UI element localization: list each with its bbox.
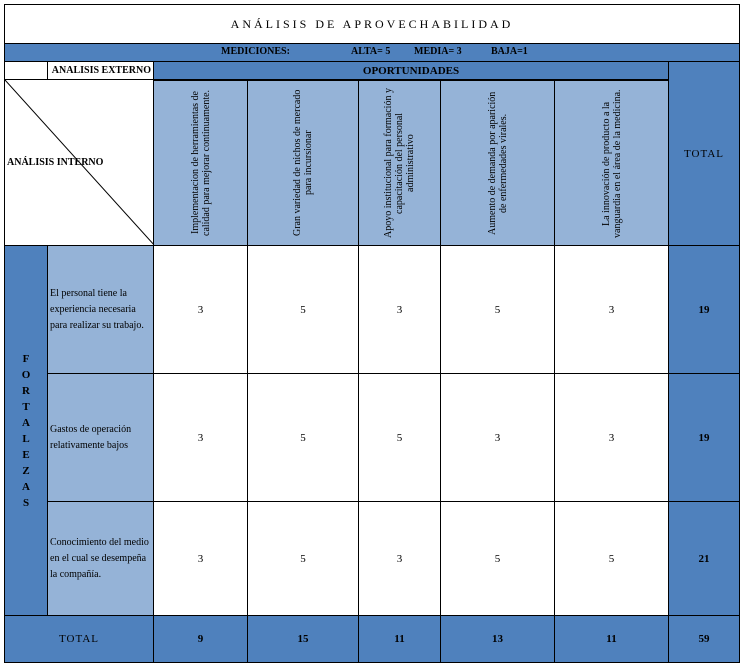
column-header-4-text: Aumento de demanda por aparición de enfermedades virales.	[486, 91, 509, 235]
row-3-label-text: Conocimiento del medio en el cual se desempeña la compañía.	[50, 536, 149, 580]
fortalezas-text: FORTALEZAS	[21, 352, 31, 509]
column-header-3	[359, 80, 441, 246]
row-1-cell-4	[441, 246, 555, 374]
fortalezas-label	[4, 246, 48, 616]
analisis-externo-label	[48, 62, 154, 80]
row-2-total	[669, 374, 740, 502]
row-3-value-2: 5	[300, 552, 306, 565]
row-1-value-1: 3	[197, 303, 204, 316]
total-header	[669, 62, 740, 246]
footer-grand-total	[669, 616, 740, 663]
row-1-value-3: 3	[396, 303, 403, 316]
analisis-interno-cell	[4, 80, 154, 246]
row-2-value-1: 3	[197, 431, 204, 444]
row-3-cell-3	[359, 502, 441, 616]
footer-grand-total-text: 59	[698, 633, 710, 645]
footer-total-label-text: TOTAL	[59, 633, 99, 645]
row-2-value-3: 5	[396, 431, 403, 444]
column-header-3-text: Apoyo institucional para formación y capacitación del personal administrativo	[383, 88, 416, 238]
column-header-2	[248, 80, 359, 246]
row-3-total-text: 21	[698, 552, 710, 565]
column-header-5-text: La innovación de producto a la vanguardia en el área de la medicina.	[600, 88, 623, 238]
row-3-value-3: 3	[396, 552, 403, 565]
mediciones-baja: BAJA=1	[491, 46, 528, 57]
row-1-value-2: 5	[300, 303, 306, 316]
row-2-label-text: Gastos de operación relativamente bajos	[50, 423, 132, 451]
footer-total-1	[154, 616, 248, 663]
mediciones-media: MEDIA= 3	[414, 46, 462, 57]
row-2-value-4: 3	[494, 431, 501, 444]
row-1-value-5: 3	[608, 303, 615, 316]
row-2-cell-3	[359, 374, 441, 502]
footer-total-1-text: 9	[197, 633, 204, 645]
aprovechabilidad-table	[4, 4, 740, 663]
column-header-5	[555, 80, 669, 246]
footer-total-5-text: 11	[606, 633, 617, 645]
column-header-4	[441, 80, 555, 246]
row-2-cell-2	[248, 374, 359, 502]
row-1-label	[48, 246, 154, 374]
analisis-externo-text: ANALISIS EXTERNO	[51, 65, 151, 76]
row-3-value-1: 3	[197, 552, 204, 565]
row-1-cell-1	[154, 246, 248, 374]
row-3-value-5: 5	[608, 552, 615, 565]
row-1-value-4: 5	[494, 303, 501, 316]
footer-total-3-text: 11	[394, 633, 405, 645]
footer-total-4-text: 13	[492, 633, 503, 645]
column-header-1-text: Implementacion de herramientas de calidad para mejorar continuamente.	[189, 89, 212, 237]
row-2-cell-5	[555, 374, 669, 502]
row-3-cell-2	[248, 502, 359, 616]
row-3-value-4: 5	[494, 552, 501, 565]
row-1-cell-2	[248, 246, 359, 374]
row-2-value-2: 5	[300, 431, 306, 444]
mediciones-label: MEDICIONES:	[221, 46, 290, 57]
mediciones-bar	[4, 44, 740, 62]
footer-total-3	[359, 616, 441, 663]
row-1-total-text: 19	[698, 303, 710, 316]
row-2-total-text: 19	[698, 431, 710, 444]
row-1-total	[669, 246, 740, 374]
footer-total-2	[248, 616, 359, 663]
row-1-cell-3	[359, 246, 441, 374]
row-3-cell-5	[555, 502, 669, 616]
footer-total-4	[441, 616, 555, 663]
column-header-1	[154, 80, 248, 246]
column-header-2-text: Gran variedad de nichos de mercado para incursionar	[292, 89, 314, 237]
row-2-label	[48, 374, 154, 502]
mediciones-alta: ALTA= 5	[351, 46, 391, 57]
row-3-total	[669, 502, 740, 616]
row-2-cell-1	[154, 374, 248, 502]
row-2-cell-4	[441, 374, 555, 502]
table-title-text: ANÁLISIS DE APROVECHABILIDAD	[230, 16, 514, 31]
analisis-interno-text: ANÁLISIS INTERNO	[7, 157, 104, 168]
row-1-label-text: El personal tiene la experiencia necesaria para realizar su trabajo.	[50, 287, 144, 331]
footer-total-2-text: 15	[297, 633, 309, 645]
oportunidades-header	[154, 62, 669, 80]
row-1-cell-5	[555, 246, 669, 374]
row-3-cell-4	[441, 502, 555, 616]
corner-empty	[4, 62, 48, 80]
footer-total-label	[4, 616, 154, 663]
row-3-label	[48, 502, 154, 616]
total-header-text: TOTAL	[684, 147, 724, 160]
oportunidades-text: OPORTUNIDADES	[362, 64, 460, 77]
row-2-value-5: 3	[608, 431, 615, 444]
table-title	[4, 4, 740, 44]
footer-total-5	[555, 616, 669, 663]
row-3-cell-1	[154, 502, 248, 616]
